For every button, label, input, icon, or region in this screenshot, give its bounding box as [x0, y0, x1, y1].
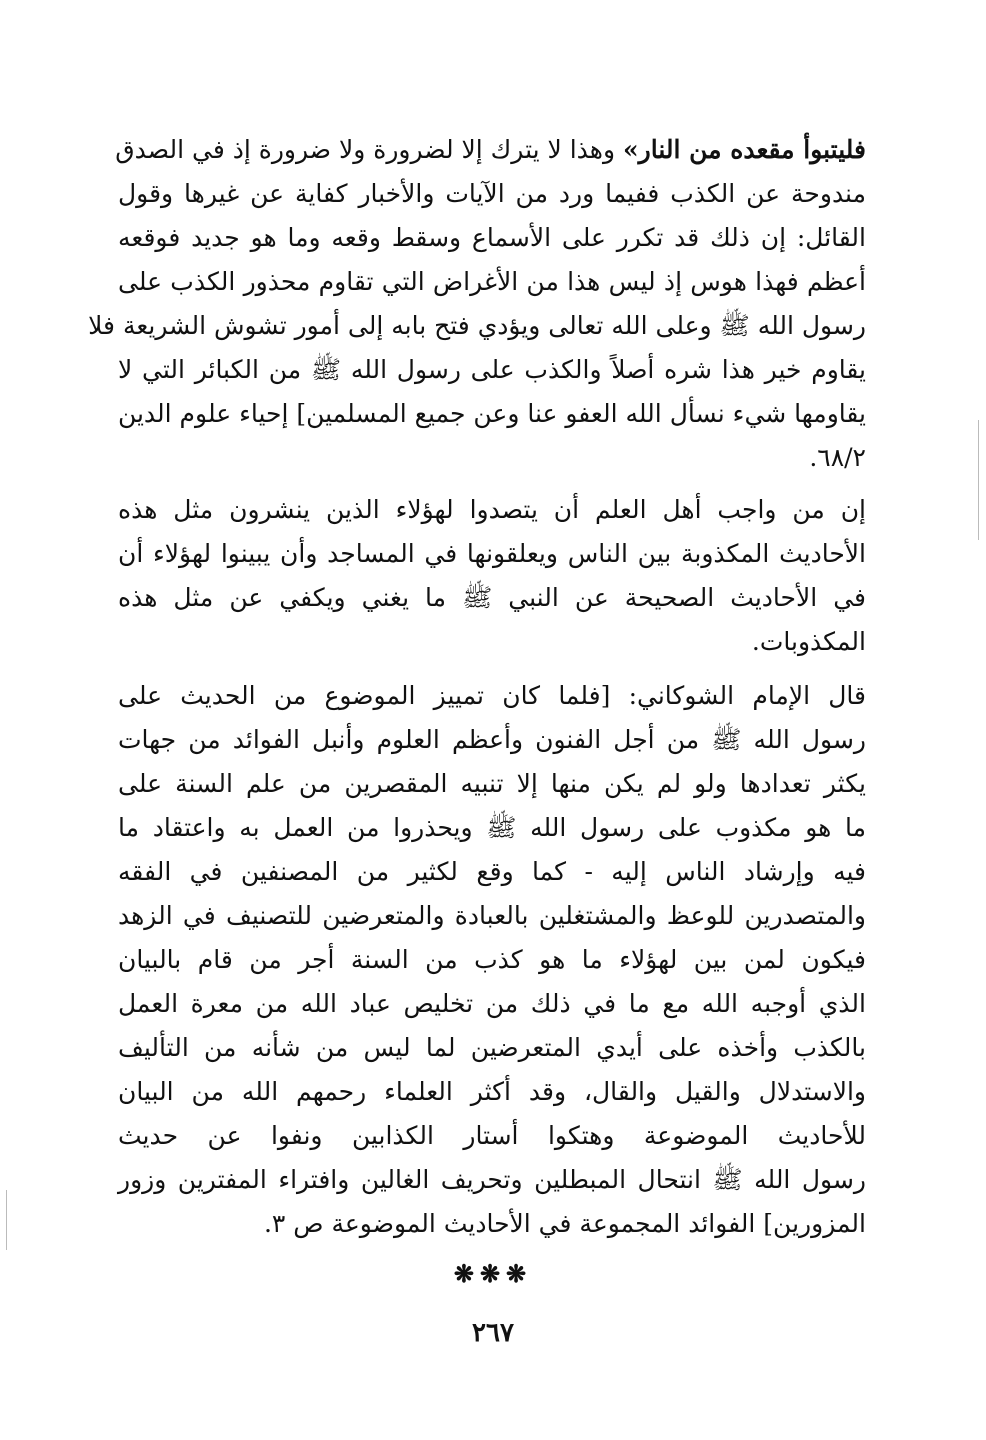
- text-line: في الأحاديث الصحيحة عن النبي ﷺ ما يغني ويكفي عن مثل هذه: [118, 583, 866, 612]
- text-line: يقاومها شيء نسأل الله العفو عنا وعن جميع المسلمين] إحياء علوم الدين: [117, 399, 866, 428]
- page-number: ٢٦٧: [472, 1318, 514, 1348]
- text-line: فيكون لمن بين لهؤلاء ما هو كذب من السنة أجر من قام بالبيان: [118, 945, 866, 974]
- text-line: [115, 128, 866, 172]
- scan-edge-mark: [6, 1190, 7, 1250]
- paragraph-shawkani-quote: [118, 674, 866, 1246]
- text-line: رسول الله ﷺ من أجل الفنون وأعظم العلوم وأنبل الفوائد من جهات: [118, 725, 866, 754]
- text-line: رسول الله ﷺ وعلى الله تعالى ويؤدي فتح بابه إلى أمور تشوش الشريعة فلا: [88, 311, 866, 340]
- text-line: ما هو مكذوب على رسول الله ﷺ ويحذروا من العمل به واعتقاد ما: [118, 813, 866, 842]
- text-line: ٦٨/٢.: [809, 443, 866, 472]
- text-line: فيه وإرشاد الناس إليه - كما وقع لكثير من المصنفين في الفقه: [118, 857, 866, 886]
- bold-hadith-phrase: فليتبوأ مقعده من النار»: [623, 135, 866, 164]
- text-line: إن من واجب أهل العلم أن يتصدوا لهؤلاء الذين ينشرون مثل هذه: [118, 495, 866, 524]
- text-line: بالكذب وأخذه على أيدي المتعرضين لما ليس من شأنه من التأليف: [118, 1033, 866, 1062]
- text-line-rest: وهذا لا يترك إلا لضرورة ولا ضرورة إذ في الصدق: [115, 135, 623, 164]
- text-line: للأحاديث الموضوعة وهتكوا أستار الكذابين ونفوا عن حديث: [118, 1121, 866, 1150]
- paragraph-duty-of-scholars: [118, 488, 866, 664]
- text-line: الأحاديث المكذوبة بين الناس ويعلقونها في المساجد وأن يبينوا لهؤلاء أن: [118, 539, 866, 568]
- text-line: المزورين] الفوائد المجموعة في الأحاديث الموضوعة ص ٣.: [263, 1209, 866, 1238]
- text-line: المكذوبات.: [751, 627, 866, 656]
- text-line: يقاوم خير هذا شره أصلاً والكذب على رسول الله ﷺ من الكبائر التي لا: [118, 355, 866, 384]
- text-line: مندوحة عن الكذب ففيما ورد من الآيات والأخبار كفاية عن غيرها وقول: [118, 179, 866, 208]
- text-line: القائل: إن ذلك قد تكرر على الأسماع وسقط وقعه وما هو جديد فوقعه: [118, 223, 866, 252]
- text-line: قال الإمام الشوكاني: [فلما كان تمييز الموضوع من الحديث على: [118, 681, 866, 710]
- text-line: والاستدلال والقيل والقال، وقد أكثر العلماء رحمهم الله من البيان: [118, 1077, 866, 1106]
- section-separator-asterisks: ❋❋❋: [453, 1259, 533, 1288]
- text-line: والمتصدرين للوعظ والمشتغلين بالعبادة والمتعرضين للتصنيف في الزهد: [118, 901, 866, 930]
- text-line: أعظم فهذا هوس إذ ليس هذا من الأغراض التي تقاوم محذور الكذب على: [118, 267, 866, 296]
- text-line: الذي أوجبه الله مع ما في ذلك من تخليص عباد الله من معرة العمل: [118, 989, 866, 1018]
- paragraph-ihya-quote: [88, 128, 866, 480]
- scan-edge-mark: [978, 420, 979, 540]
- text-line: يكثر تعدادها ولو لم يكن منها إلا تنبيه المقصرين من علم السنة على: [118, 769, 866, 798]
- text-line: رسول الله ﷺ انتحال المبطلين وتحريف الغالين وافتراء المفترين وزور: [118, 1165, 866, 1194]
